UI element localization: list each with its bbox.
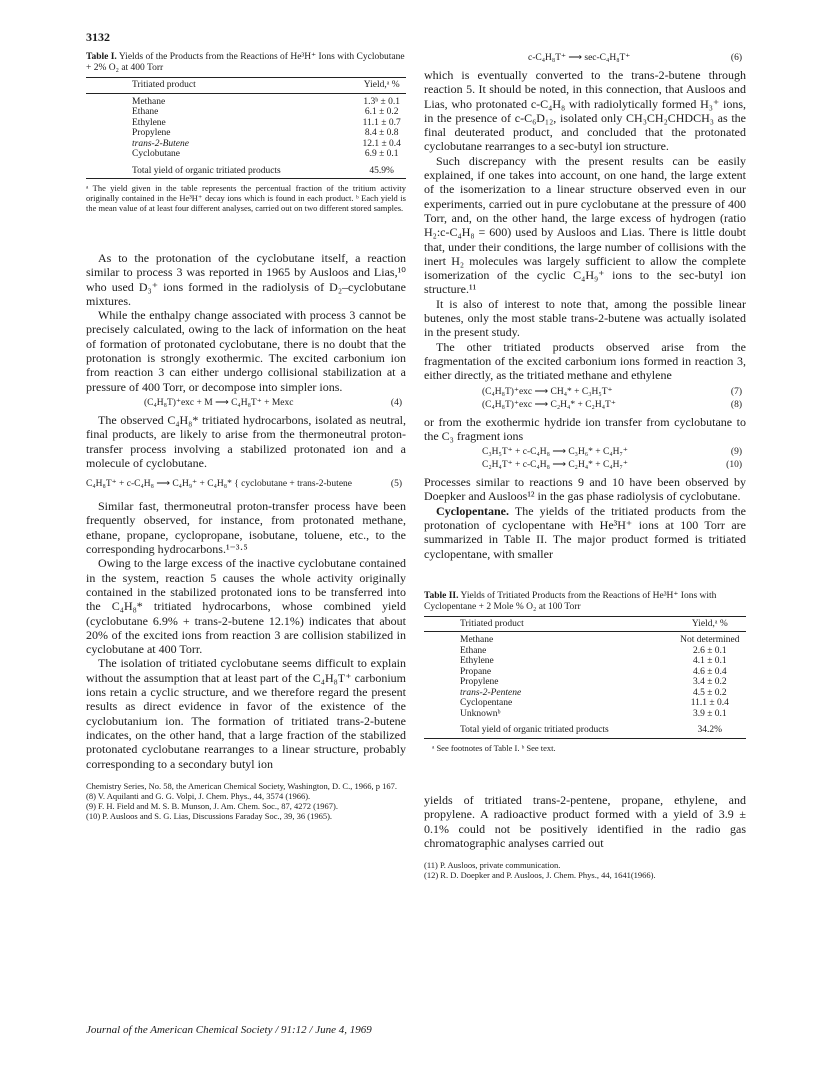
table2-caption	[424, 591, 746, 613]
table2-label: Table II.	[424, 590, 459, 601]
table-row	[424, 632, 746, 646]
table1-label: Table I.	[86, 52, 117, 62]
table-row	[86, 118, 406, 129]
paragraph	[424, 504, 746, 561]
equation-7	[424, 383, 746, 399]
product-cell: Propylene	[460, 677, 499, 688]
references-left	[86, 781, 406, 821]
table-row	[424, 698, 746, 709]
table-row	[424, 688, 746, 699]
equation-number: (8)	[730, 399, 742, 410]
total-value: 34.2%	[674, 719, 746, 738]
yield-cell: 11.1 ± 0.7	[362, 117, 401, 128]
equation-9	[424, 443, 746, 459]
product-cell: Unknownᵇ	[460, 708, 501, 719]
table-row	[424, 709, 746, 720]
table-row	[86, 128, 406, 139]
product-cell: Methane	[460, 635, 494, 646]
paragraph: The other tritiated products observed arise from the fragmentation of the excited carbonium ions formed in reaction 3, either directly, as the tritiated methane and ethylene	[424, 339, 746, 383]
table-row	[86, 107, 406, 118]
total-label: Total yield of organic tritiated products	[86, 160, 357, 179]
table1-footnote: ᵃ The yield given in the table represents the percentual fraction of the tritium activity originally contained in the He³H⁺ decay ions which is found in each product. ᵇ Each yield is the mean value of at least four different analyses, carried out on two different stored samples.	[86, 183, 406, 213]
paragraph: which is eventually converted to the trans-2-butene through reaction 5. It should be noted, in this connection, that Ausloos and Lias, who protonated c-C₄H₈ with radiolytically formed H₃⁺ ions, in the presence of c-C₆D₁₂, isolated only CH₃CH₂CHDCH₃ as the final deuterated product, and concluded that the protonated cyclobutane rearranges to a sec-butyl ion structure.	[424, 68, 746, 154]
right-column	[424, 52, 746, 880]
reference: (9) F. H. Field and M. S. B. Munson, J. Am. Chem. Soc., 87, 4272 (1967).	[86, 800, 338, 811]
paragraph: The observed C₄H₈* tritiated hydrocarbons, isolated as neutral, final products, are likely to arise from the thermoneutral proton-transfer process involving a stabilized protonated ion and a molecule of cyclobutane.	[86, 412, 406, 470]
equation-number: (9)	[730, 447, 742, 458]
yield-cell: 4.1 ± 0.1	[692, 656, 727, 667]
yield-cell: 6.9 ± 0.1	[364, 149, 399, 159]
table1-caption	[86, 52, 406, 74]
equation-expression: (C₄H₈T)⁺exc ⟶ CH₄* + C₃H₅T⁺	[482, 386, 613, 397]
yield-cell: Not determined	[680, 635, 740, 646]
product-cell: Ethylene	[132, 117, 166, 128]
table-total-row	[424, 719, 746, 738]
table1-header-yield: Yield,ᵃ %	[357, 78, 406, 94]
equation-5	[86, 470, 406, 499]
product-cell: trans-2-Pentene	[460, 687, 522, 698]
yield-cell: 2.6 ± 0.1	[692, 645, 727, 656]
table-row	[424, 667, 746, 678]
reference: (12) R. D. Doepker and P. Ausloos, J. Chem. Phys., 44, 1641(1966).	[424, 870, 656, 881]
yield-cell: 6.1 ± 0.2	[364, 107, 399, 117]
table-row	[424, 677, 746, 688]
table-row	[86, 139, 406, 150]
yield-cell: 4.5 ± 0.2	[692, 687, 727, 698]
paragraph: Such discrepancy with the present results can be easily explained, if one takes into account, on one hand, the large extent of the isomerization to a linear structure observed even in our experiments, carried out in pure cyclobutane at the pressure of 400 Torr, and, on the other hand, the large excess of hydrogen (ratio H₂:c-C₄H₈ = 600) used by Ausloos and Lias. There is little doubt that, under their conditions, the large number of collisions with the inert H₂ molecules was largely sufficient to allow the complete isomerization of the cyclic C₄H₉⁺ ions to the sec-butyl ion structure.¹¹	[424, 153, 746, 297]
table-total-row	[86, 160, 406, 179]
table-row	[424, 656, 746, 667]
yield-cell: 12.1 ± 0.4	[362, 138, 401, 149]
reference: Chemistry Series, No. 58, the American Chemical Society, Washington, D. C., 1966, p 167.	[86, 780, 397, 791]
yield-cell: 8.4 ± 0.8	[364, 128, 399, 138]
equation-number: (5)	[390, 479, 402, 490]
equation-number: (4)	[390, 397, 402, 408]
total-label: Total yield of organic tritiated products	[424, 719, 674, 738]
equation-8	[424, 399, 746, 415]
equation-6	[424, 52, 746, 68]
product-cell: Propylene	[132, 128, 171, 138]
paragraph: Processes similar to reactions 9 and 10 have been observed by Doepker and Ausloos¹² in the gas phase radiolysis of cyclobutane.	[424, 475, 746, 504]
yield-cell: 1.3ᵇ ± 0.1	[363, 96, 401, 107]
product-cell: Ethane	[460, 645, 487, 656]
equation-expression: C₄H₈T⁺ + c-C₄H₈ ⟶ C₄H₉⁺ + C₄H₈* { cyclobutane + trans-2-butene	[86, 479, 353, 490]
product-cell: Methane	[132, 96, 166, 107]
total-value: 45.9%	[357, 160, 406, 179]
equation-4	[86, 394, 406, 413]
product-cell: Propane	[460, 666, 492, 677]
paragraph: The isolation of tritiated cyclobutane seems difficult to explain without the assumption that at least part of the C₄H₈T⁺ carbonium ions retain a cyclic structure, and we therefore regard the present results as direct evidence in favor of the existence of the cyclobutanium ion. The formation of tritiated trans-2-butene indicates, on the other hand, that a large fraction of the stabilized protonated cyclobutane rearranges to a linear structure, probably corresponding to a secondary butyl ion	[86, 656, 406, 771]
paragraph: yields of tritiated trans-2-pentene, propane, ethylene, and propylene. A radioactive product formed with a yield of 3.9 ± 0.1% could not be positively identified in the radio gas chromatographic analyses carried out	[424, 792, 746, 850]
paragraph: Owing to the large excess of the inactive cyclobutane contained in the system, reaction 5 causes the whole activity originally contained in the stabilized protonated ions to be transferred into the C₄H₈* tritiated hydrocarbons, whose combined yield (cyclobutane 6.9% + trans-2-butene 12.1%) indicates that about 20% of the excited ions from reaction 3 are collision stabilized in cyclobutane at 400 Torr.	[86, 556, 406, 657]
equation-10	[424, 459, 746, 475]
product-cell: trans-2-Butene	[132, 138, 189, 149]
product-cell: Ethylene	[460, 656, 494, 667]
paragraph: or from the exothermic hydride ion transfer from cyclobutane to the C₃ fragment ions	[424, 414, 746, 443]
references-right	[424, 860, 746, 880]
product-cell: Cyclopentane	[460, 698, 513, 709]
reference: (10) P. Ausloos and S. G. Lias, Discussions Faraday Soc., 39, 36 (1965).	[86, 810, 333, 821]
product-cell: Ethane	[132, 107, 159, 117]
table2-header-product: Tritiated product	[424, 616, 674, 632]
equation-expression: C₃H₅T⁺ + c-C₄H₈ ⟶ C₃H₆* + C₄H₇⁺	[482, 447, 628, 458]
equation-number: (10)	[726, 460, 742, 471]
journal-footer: Journal of the American Chemical Society / 91:12 / June 4, 1969	[86, 1024, 372, 1036]
table2-header-yield: Yield,ᵃ %	[674, 616, 746, 632]
product-cell: Cyclobutane	[132, 149, 181, 159]
yield-cell: 3.4 ± 0.2	[692, 677, 727, 688]
paragraph: Similar fast, thermoneutral proton-transfer process have been frequently observed, for instance, from protonated methane, ethane, propane, cyclopropane, isobutane, toluene, etc., to the corresponding hydrocarbons.¹⁻³·⁵	[86, 499, 406, 557]
equation-number: (7)	[730, 386, 742, 397]
equation-number: (6)	[730, 53, 742, 63]
section-text: The yields of the tritiated products from the protonation of cyclopentane with He³H⁺ ions at 100 Torr are summarized in Table II. The major product formed is tritiated cyclopentane, with smaller	[424, 503, 746, 561]
page-number: 3132	[86, 30, 110, 44]
yield-cell: 3.9 ± 0.1	[692, 708, 727, 719]
table2-caption-text: Yields of Tritiated Products from the Reactions of He³H⁺ Ions with Cyclopentane + 2 Mole % O₂ at 100 Torr	[424, 590, 717, 612]
left-column	[86, 52, 406, 821]
equation-expression: C₂H₄T⁺ + c-C₄H₈ ⟶ C₂H₄* + C₄H₇⁺	[482, 460, 628, 471]
table-row	[86, 149, 406, 160]
table1-caption-text: Yields of the Products from the Reactions of He³H⁺ Ions with Cyclobutane + 2% O₂ at 400 Torr	[86, 52, 405, 73]
reference: (8) V. Aquilanti and G. G. Volpi, J. Chem. Phys., 44, 3574 (1966).	[86, 790, 311, 801]
table2	[424, 616, 746, 739]
paragraph: It is also of interest to note that, among the possible linear butenes, only the most stable trans-2-butene was actually isolated in the present study.	[424, 296, 746, 340]
equation-expression: c-C₄H₈T⁺ ⟶ sec-C₄H₈T⁺	[528, 53, 631, 63]
table-row	[424, 646, 746, 657]
yield-cell: 11.1 ± 0.4	[690, 698, 729, 709]
reference: (11) P. Ausloos, private communication.	[424, 860, 561, 871]
equation-expression: (C₄H₈T)⁺exc + M ⟶ C₄H₈T⁺ + Mexc	[144, 397, 294, 408]
paragraph: While the enthalpy change associated with process 3 cannot be precisely calculated, owing to the lack of information on the heat of formation of protonated cyclobutane, there is no doubt that the protonation is strongly exothermic. The excited carbonium ion from reaction 3 can either undergo collisional stabilization at a pressure of 400 Torr, or decompose into simpler ions.	[86, 308, 406, 394]
table-row	[86, 93, 406, 107]
paragraph: As to the protonation of the cyclobutane itself, a reaction similar to process 3 was reported in 1965 by Ausloos and Lias,¹⁰ who used D₃⁺ ions formed in the radiolysis of D₂–cyclobutane mixtures.	[86, 251, 406, 308]
equation-expression: (C₄H₈T)⁺exc ⟶ C₂H₄* + C₂H₄T⁺	[482, 399, 616, 410]
section-heading: Cyclopentane.	[436, 503, 509, 518]
yield-cell: 4.6 ± 0.4	[692, 666, 727, 677]
table2-footnote: ᵃ See footnotes of Table I. ᵇ See text.	[432, 742, 556, 753]
table1-header-product: Tritiated product	[86, 78, 357, 94]
table1	[86, 77, 406, 179]
